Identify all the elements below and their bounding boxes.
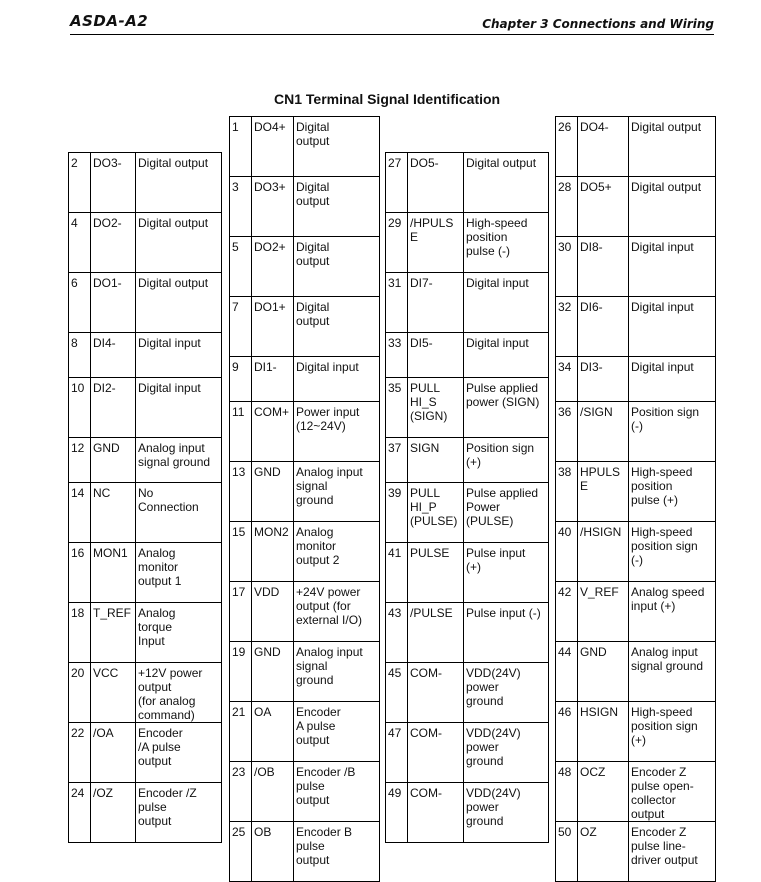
table-row: [386, 273, 549, 333]
header-rule: [70, 34, 714, 35]
pin-table: [385, 152, 549, 843]
table-row: [230, 642, 380, 702]
signal-description: Power input (12~24V): [294, 402, 380, 462]
table-row: [69, 153, 222, 213]
pin-number: 6: [69, 273, 91, 333]
pin-column-1: [68, 152, 222, 843]
pin-number: 47: [386, 723, 408, 783]
signal-description: Analog input signal ground: [294, 462, 380, 522]
pin-number: 13: [230, 462, 252, 522]
signal-description: Digital output: [464, 153, 549, 213]
table-row: [556, 762, 716, 822]
signal-description: VDD(24V) power ground: [464, 783, 549, 843]
table-row: [230, 357, 380, 402]
signal-name: /SIGN: [578, 402, 629, 462]
table-row: [386, 543, 549, 603]
pin-number: 42: [556, 582, 578, 642]
signal-description: Digital output: [136, 213, 222, 273]
signal-name: VDD: [252, 582, 294, 642]
signal-description: Pulse applied power (SIGN): [464, 378, 549, 438]
signal-name: /OB: [252, 762, 294, 822]
signal-description: Analog monitor output 2: [294, 522, 380, 582]
pin-number: 32: [556, 297, 578, 357]
brand-logo: ASDA-A2: [70, 12, 149, 30]
signal-name: DI1-: [252, 357, 294, 402]
signal-description: Digital input: [629, 297, 716, 357]
pin-number: 35: [386, 378, 408, 438]
signal-description: Digital input: [464, 333, 549, 378]
pin-number: 48: [556, 762, 578, 822]
signal-description: High-speed position pulse (-): [464, 213, 549, 273]
signal-description: Digital input: [629, 357, 716, 402]
table-row: [556, 822, 716, 882]
signal-name: V_REF: [578, 582, 629, 642]
pin-table: [555, 116, 716, 882]
signal-description: Pulse input (-): [464, 603, 549, 663]
table-row: [69, 273, 222, 333]
signal-name: DI3-: [578, 357, 629, 402]
signal-description: Analog input signal ground: [136, 438, 222, 483]
signal-description: Digital input: [629, 237, 716, 297]
pin-number: 3: [230, 177, 252, 237]
signal-name: VCC: [91, 663, 136, 723]
pin-number: 20: [69, 663, 91, 723]
table-row: [556, 582, 716, 642]
signal-description: Analog torque Input: [136, 603, 222, 663]
pin-column-3: [385, 152, 549, 843]
signal-name: OA: [252, 702, 294, 762]
table-row: [386, 663, 549, 723]
pin-number: 4: [69, 213, 91, 273]
pin-number: 49: [386, 783, 408, 843]
table-row: [386, 603, 549, 663]
signal-name: GND: [91, 438, 136, 483]
pin-number: 14: [69, 483, 91, 543]
pin-number: 1: [230, 117, 252, 177]
signal-description: Digital input: [464, 273, 549, 333]
pin-number: 27: [386, 153, 408, 213]
signal-name: DI8-: [578, 237, 629, 297]
signal-description: Digital output: [294, 297, 380, 357]
signal-name: DO1+: [252, 297, 294, 357]
signal-description: Pulse input (+): [464, 543, 549, 603]
table-row: [556, 117, 716, 177]
table-row: [230, 462, 380, 522]
pin-number: 26: [556, 117, 578, 177]
pin-number: 5: [230, 237, 252, 297]
pin-number: 40: [556, 522, 578, 582]
table-row: [230, 177, 380, 237]
pin-number: 11: [230, 402, 252, 462]
pin-number: 2: [69, 153, 91, 213]
signal-name: DO2+: [252, 237, 294, 297]
signal-description: Digital output: [294, 117, 380, 177]
pin-number: 33: [386, 333, 408, 378]
signal-description: Analog input signal ground: [629, 642, 716, 702]
signal-description: Digital input: [294, 357, 380, 402]
pin-number: 46: [556, 702, 578, 762]
pin-number: 38: [556, 462, 578, 522]
table-row: [230, 822, 380, 882]
signal-name: DO3-: [91, 153, 136, 213]
signal-description: Digital input: [136, 378, 222, 438]
table-row: [69, 483, 222, 543]
pin-column-2: [229, 116, 380, 882]
table-row: [230, 117, 380, 177]
table-row: [69, 378, 222, 438]
signal-description: VDD(24V) power ground: [464, 723, 549, 783]
pin-number: 34: [556, 357, 578, 402]
signal-name: /OZ: [91, 783, 136, 843]
signal-description: Position sign (-): [629, 402, 716, 462]
pin-number: 8: [69, 333, 91, 378]
signal-name: DO3+: [252, 177, 294, 237]
table-row: [556, 402, 716, 462]
table-row: [556, 642, 716, 702]
table-row: [69, 543, 222, 603]
signal-name: GND: [578, 642, 629, 702]
signal-name: GND: [252, 462, 294, 522]
signal-name: COM-: [408, 663, 464, 723]
signal-description: Analog monitor output 1: [136, 543, 222, 603]
signal-name: MON2: [252, 522, 294, 582]
table-row: [230, 522, 380, 582]
pin-number: 41: [386, 543, 408, 603]
signal-description: Encoder Z pulse line- driver output: [629, 822, 716, 882]
signal-description: Encoder /A pulse output: [136, 723, 222, 783]
pin-number: 23: [230, 762, 252, 822]
signal-name: DO2-: [91, 213, 136, 273]
table-row: [386, 378, 549, 438]
signal-name: COM+: [252, 402, 294, 462]
table-row: [386, 438, 549, 483]
table-row: [386, 783, 549, 843]
table-row: [69, 333, 222, 378]
signal-name: DO5+: [578, 177, 629, 237]
signal-description: Digital output: [629, 117, 716, 177]
signal-name: COM-: [408, 723, 464, 783]
pin-table: [68, 152, 222, 843]
signal-name: NC: [91, 483, 136, 543]
signal-description: Analog speed input (+): [629, 582, 716, 642]
signal-name: PULL HI_S (SIGN): [408, 378, 464, 438]
signal-name: T_REF: [91, 603, 136, 663]
pin-number: 22: [69, 723, 91, 783]
table-row: [69, 603, 222, 663]
signal-name: /OA: [91, 723, 136, 783]
signal-description: Encoder /Z pulse output: [136, 783, 222, 843]
table-row: [230, 402, 380, 462]
signal-name: SIGN: [408, 438, 464, 483]
table-row: [386, 153, 549, 213]
pin-number: 44: [556, 642, 578, 702]
table-row: [556, 702, 716, 762]
pin-number: 28: [556, 177, 578, 237]
pin-number: 9: [230, 357, 252, 402]
table-row: [69, 438, 222, 483]
chapter-heading: Chapter 3 Connections and Wiring: [482, 17, 714, 31]
signal-name: /HPULSE: [408, 213, 464, 273]
pin-number: 50: [556, 822, 578, 882]
signal-name: /HSIGN: [578, 522, 629, 582]
pin-number: 39: [386, 483, 408, 543]
pin-number: 19: [230, 642, 252, 702]
signal-description: +24V power output (for external I/O): [294, 582, 380, 642]
table-row: [69, 783, 222, 843]
signal-description: Digital output: [294, 177, 380, 237]
table-row: [386, 483, 549, 543]
signal-name: PULSE: [408, 543, 464, 603]
table-row: [556, 357, 716, 402]
pin-number: 16: [69, 543, 91, 603]
signal-name: DO4+: [252, 117, 294, 177]
table-row: [230, 762, 380, 822]
table-row: [386, 333, 549, 378]
table-row: [386, 213, 549, 273]
signal-name: DI5-: [408, 333, 464, 378]
signal-description: Position sign (+): [464, 438, 549, 483]
signal-description: Encoder Z pulse open- collector output: [629, 762, 716, 822]
pin-number: 30: [556, 237, 578, 297]
signal-name: OZ: [578, 822, 629, 882]
pin-number: 24: [69, 783, 91, 843]
pin-number: 18: [69, 603, 91, 663]
signal-name: /PULSE: [408, 603, 464, 663]
table-row: [69, 663, 222, 723]
table-row: [556, 462, 716, 522]
pin-number: 10: [69, 378, 91, 438]
signal-description: Analog input signal ground: [294, 642, 380, 702]
signal-name: DO1-: [91, 273, 136, 333]
signal-description: Pulse applied Power (PULSE): [464, 483, 549, 543]
pin-number: 29: [386, 213, 408, 273]
table-row: [556, 522, 716, 582]
pin-number: 36: [556, 402, 578, 462]
signal-description: High-speed position sign (+): [629, 702, 716, 762]
table-row: [386, 723, 549, 783]
pin-number: 37: [386, 438, 408, 483]
table-row: [69, 213, 222, 273]
signal-description: VDD(24V) power ground: [464, 663, 549, 723]
pin-number: 25: [230, 822, 252, 882]
signal-name: DO5-: [408, 153, 464, 213]
signal-name: HPULSE: [578, 462, 629, 522]
signal-name: COM-: [408, 783, 464, 843]
signal-name: OB: [252, 822, 294, 882]
signal-name: PULL HI_P (PULSE): [408, 483, 464, 543]
pin-number: 43: [386, 603, 408, 663]
signal-description: Digital input: [136, 333, 222, 378]
pin-column-4: [555, 116, 716, 882]
table-row: [230, 582, 380, 642]
signal-name: OCZ: [578, 762, 629, 822]
page-title: CN1 Terminal Signal Identification: [274, 91, 501, 107]
signal-name: HSIGN: [578, 702, 629, 762]
signal-description: High-speed position sign (-): [629, 522, 716, 582]
signal-description: Digital output: [136, 153, 222, 213]
table-row: [556, 177, 716, 237]
table-row: [230, 297, 380, 357]
signal-name: DI2-: [91, 378, 136, 438]
pin-number: 12: [69, 438, 91, 483]
pin-table: [229, 116, 380, 882]
table-row: [556, 237, 716, 297]
table-row: [556, 297, 716, 357]
signal-description: High-speed position pulse (+): [629, 462, 716, 522]
signal-description: +12V power output (for analog command): [136, 663, 222, 723]
table-row: [230, 237, 380, 297]
signal-name: DO4-: [578, 117, 629, 177]
signal-name: DI7-: [408, 273, 464, 333]
signal-name: DI4-: [91, 333, 136, 378]
pin-number: 7: [230, 297, 252, 357]
signal-name: DI6-: [578, 297, 629, 357]
signal-description: Digital output: [294, 237, 380, 297]
signal-description: Encoder A pulse output: [294, 702, 380, 762]
signal-description: No Connection: [136, 483, 222, 543]
signal-description: Digital output: [136, 273, 222, 333]
table-row: [230, 702, 380, 762]
pin-number: 15: [230, 522, 252, 582]
signal-description: Encoder /B pulse output: [294, 762, 380, 822]
pin-number: 17: [230, 582, 252, 642]
signal-description: Encoder B pulse output: [294, 822, 380, 882]
signal-description: Digital output: [629, 177, 716, 237]
signal-name: GND: [252, 642, 294, 702]
table-row: [69, 723, 222, 783]
pin-number: 21: [230, 702, 252, 762]
signal-name: MON1: [91, 543, 136, 603]
pin-number: 45: [386, 663, 408, 723]
pin-number: 31: [386, 273, 408, 333]
